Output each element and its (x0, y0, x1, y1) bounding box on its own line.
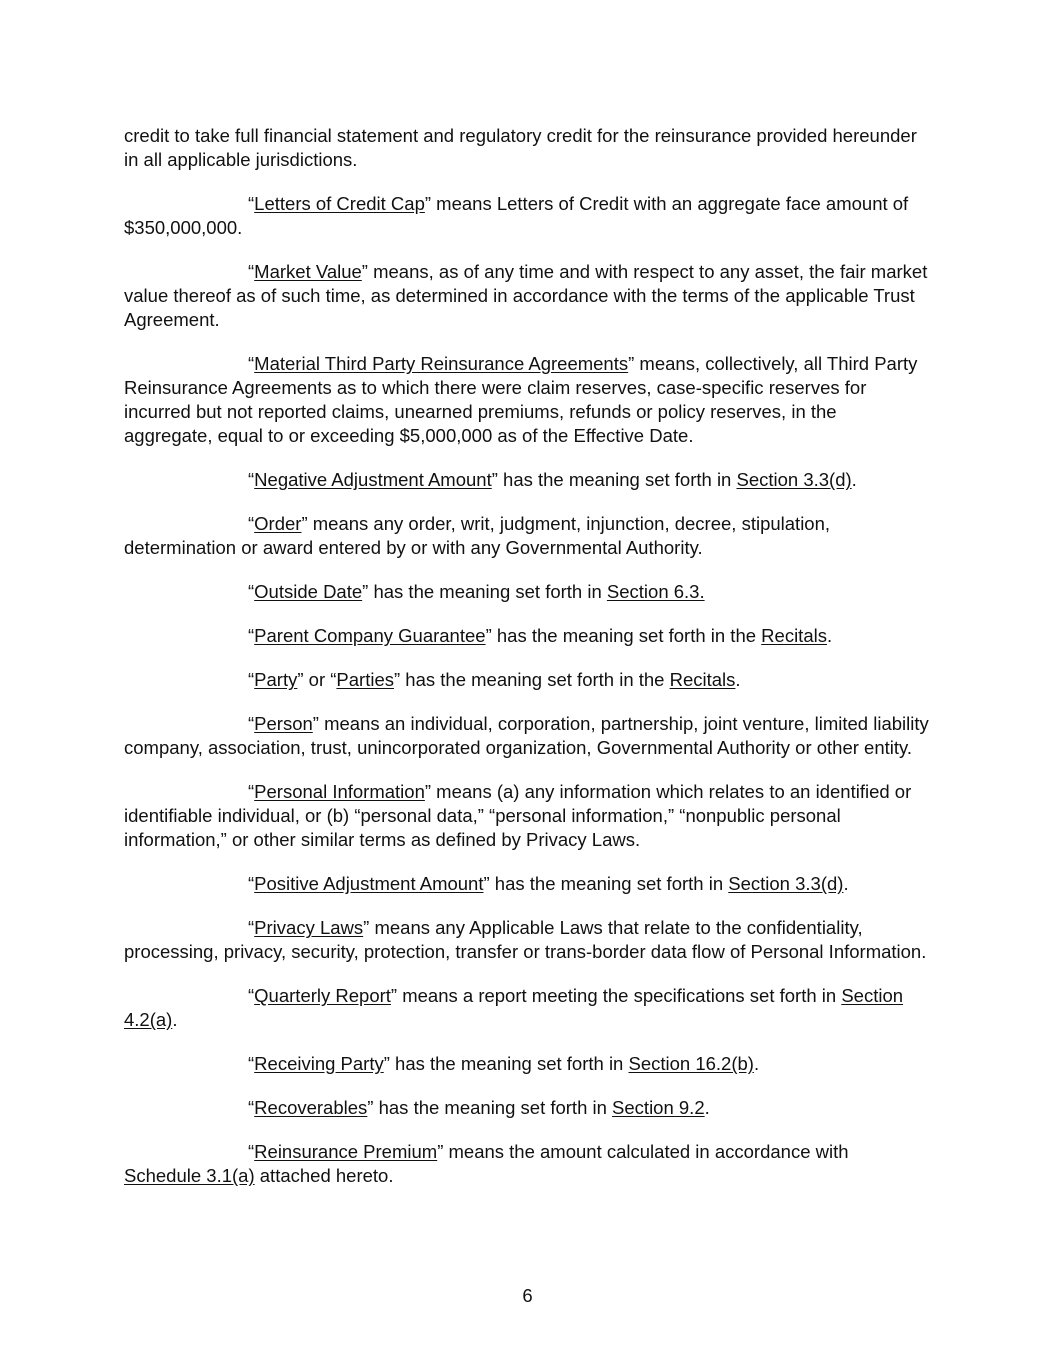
text-run: ” or “ (297, 669, 337, 690)
definition-paragraph (124, 260, 930, 332)
definitions-body (124, 124, 930, 1208)
text-run: “ (248, 1097, 255, 1118)
definition-paragraph (124, 712, 930, 760)
definition-paragraph (124, 468, 930, 492)
underlined-term: Schedule 3.1(a) (124, 1165, 255, 1186)
underlined-term: Negative Adjustment Amount (254, 469, 492, 490)
text-run: ” means (a) any information which relates to an identified or identifiable individual, or (b) “personal data,” “personal information,” “nonpublic personal information,” or other similar terms as defined by Privacy Laws. (124, 781, 912, 850)
text-run: ” means, as of any time and with respect to any asset, the fair market value thereof as of such time, as determined in accordance with the terms of the applicable Trust Agreement. (124, 261, 928, 330)
text-run: . (735, 669, 741, 690)
definition-paragraph (124, 352, 930, 448)
text-run: ” means, collectively, all Third Party Reinsurance Agreements as to which there were claim reserves, case-specific reserves for incurred but not reported claims, unearned premiums, refunds or policy reserves, in the aggregate, equal to or exceeding $5,000,000 as of the Effective Date. (124, 353, 918, 446)
text-run: . (172, 1009, 178, 1030)
text-run: “ (248, 513, 255, 534)
text-run: . (826, 625, 833, 646)
text-run: ” has the meaning set forth in the (394, 669, 670, 690)
text-run: ” means an individual, corporation, partnership, joint venture, limited liability company, association, trust, unincorporated organization, Governmental Authority or other entity. (124, 713, 929, 758)
underlined-term: Order (254, 513, 302, 534)
text-run: ” means the amount calculated in accordance with (437, 1141, 849, 1162)
underlined-term: Personal Information (254, 781, 425, 802)
text-run: ” has the meaning set forth in (367, 1097, 613, 1118)
text-run: “ (248, 713, 255, 734)
text-run: ” means a report meeting the specifications set forth in (390, 985, 842, 1006)
text-run: “ (248, 625, 255, 646)
definition-paragraph (124, 780, 930, 852)
definition-paragraph (124, 624, 930, 648)
underlined-term: Section 6.3. (606, 581, 705, 602)
underlined-term: Market Value (254, 261, 362, 282)
definition-paragraph (124, 1052, 930, 1076)
text-run: ” means Letters of Credit with an aggregate face amount of $350,000,000. (124, 193, 909, 238)
underlined-term: Recitals (761, 625, 827, 646)
text-run: ” has the meaning set forth in (491, 469, 737, 490)
text-run: “ (248, 1141, 255, 1162)
underlined-term: Positive Adjustment Amount (254, 873, 484, 894)
underlined-term: Recoverables (254, 1097, 368, 1118)
underlined-term: Section 9.2 (612, 1097, 705, 1118)
definition-paragraph (124, 124, 930, 172)
definition-paragraph (124, 192, 930, 240)
text-run: ” has the meaning set forth in (383, 1053, 629, 1074)
text-run: ” has the meaning set forth in (483, 873, 729, 894)
text-run: “ (248, 581, 255, 602)
underlined-term: Receiving Party (254, 1053, 384, 1074)
underlined-term: Material Third Party Reinsurance Agreements (254, 353, 629, 374)
text-run: “ (248, 985, 255, 1006)
text-run: credit to take full financial statement and regulatory credit for the reinsurance provided hereunder in all applicable jurisdictions. (124, 125, 917, 170)
definition-paragraph (124, 1140, 930, 1188)
text-run: “ (248, 873, 255, 894)
definition-paragraph (124, 512, 930, 560)
text-run: attached hereto. (254, 1165, 394, 1186)
underlined-term: Reinsurance Premium (254, 1141, 438, 1162)
definition-paragraph (124, 916, 930, 964)
text-run: . (851, 469, 857, 490)
definition-paragraph (124, 872, 930, 896)
text-run: . (753, 1053, 760, 1074)
definition-paragraph (124, 984, 930, 1032)
text-run: “ (248, 781, 255, 802)
text-run: . (843, 873, 849, 894)
text-run: “ (248, 917, 255, 938)
text-run: “ (248, 1053, 255, 1074)
definition-paragraph (124, 1096, 930, 1120)
text-run: ” has the meaning set forth in the (485, 625, 762, 646)
text-run: “ (248, 469, 255, 490)
underlined-term: Section 16.2(b) (628, 1053, 754, 1074)
text-run: “ (248, 353, 255, 374)
text-run: . (704, 1097, 710, 1118)
underlined-term: Section 4.2(a) (124, 985, 904, 1030)
text-run: ” has the meaning set forth in (362, 581, 607, 602)
underlined-term: Person (254, 713, 313, 734)
definition-paragraph (124, 668, 930, 692)
page-number: 6 (522, 1285, 533, 1306)
underlined-term: Quarterly Report (254, 985, 391, 1006)
text-run: ” means any order, writ, judgment, injunction, decree, stipulation, determination or award entered by or with any Governmental Authority. (124, 513, 831, 558)
underlined-term: Section 3.3(d) (728, 873, 844, 894)
text-run: ” means any Applicable Laws that relate to the confidentiality, processing, privacy, security, protection, transfer or trans-border data flow of Personal Information. (124, 917, 927, 962)
underlined-term: Parties (336, 669, 394, 690)
underlined-term: Recitals (669, 669, 736, 690)
underlined-term: Section 3.3(d) (736, 469, 852, 490)
underlined-term: Party (254, 669, 298, 690)
definition-paragraph (124, 580, 930, 604)
underlined-term: Parent Company Guarantee (254, 625, 486, 646)
text-run: “ (248, 193, 255, 214)
underlined-term: Letters of Credit Cap (254, 193, 425, 214)
underlined-term: Outside Date (254, 581, 363, 602)
underlined-term: Privacy Laws (254, 917, 364, 938)
text-run: “ (248, 261, 255, 282)
text-run: “ (248, 669, 255, 690)
